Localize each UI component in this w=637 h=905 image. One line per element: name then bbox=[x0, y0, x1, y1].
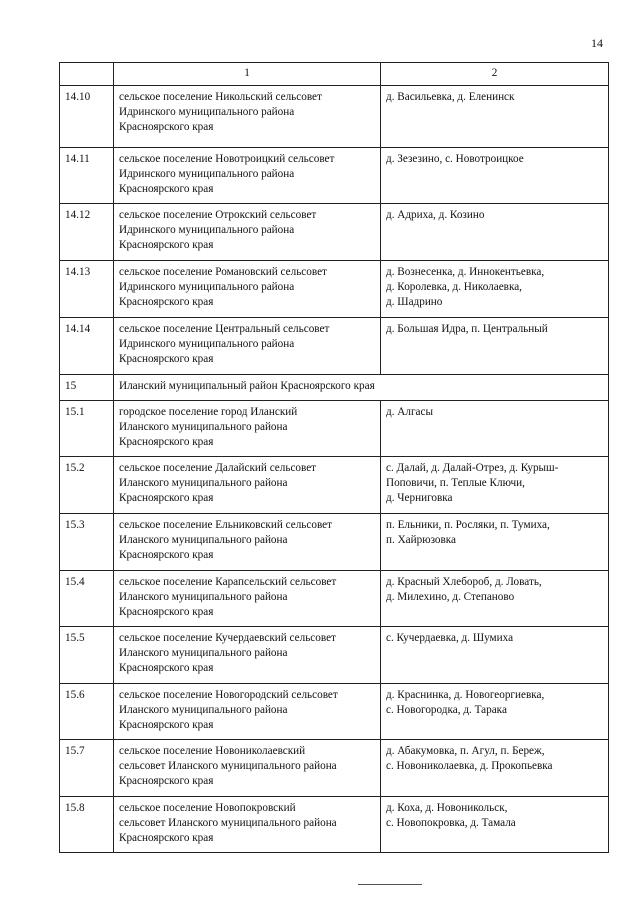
localities-line: д. Абакумовка, п. Агул, п. Береж, bbox=[386, 745, 545, 757]
localities-line: с. Новониколаевка, д. Прокопьевка bbox=[386, 760, 553, 772]
localities-line: с. Новопокровка, д. Тамала bbox=[386, 817, 516, 829]
table-row bbox=[60, 514, 609, 571]
settlement-name-line: Красноярского края bbox=[119, 121, 214, 133]
localities-cell bbox=[381, 148, 609, 204]
settlement-name-line: Иланского муниципального района bbox=[119, 421, 288, 433]
settlement-name-cell bbox=[114, 740, 381, 797]
settlement-name-line: Красноярского края bbox=[119, 549, 214, 561]
localities-line: д. Зезезино, с. Новотроицкое bbox=[386, 153, 524, 165]
settlement-name-line: Красноярского края bbox=[119, 719, 214, 731]
settlement-name-line: сельское поселение Ельниковский сельсовет bbox=[119, 519, 333, 531]
table-row bbox=[60, 684, 609, 740]
localities-line: д. Шадрино bbox=[386, 296, 443, 308]
settlement-name-line: Красноярского края bbox=[119, 662, 214, 674]
table-row bbox=[60, 740, 609, 797]
settlement-name-cell bbox=[114, 627, 381, 684]
settlement-name-cell bbox=[114, 401, 381, 457]
row-number-cell: 14.13 bbox=[60, 261, 114, 318]
header-cell-number bbox=[60, 63, 114, 86]
settlement-name-line: сельское поселение Новониколаевский bbox=[119, 745, 306, 757]
settlement-name-line: Красноярского края bbox=[119, 239, 214, 251]
settlement-name-line: Красноярского края bbox=[119, 183, 214, 195]
row-number-cell: 15.6 bbox=[60, 684, 114, 740]
localities-line: с. Новогородка, д. Тарака bbox=[386, 704, 507, 716]
settlement-name-line: Иланского муниципального района bbox=[119, 477, 288, 489]
settlement-name-cell bbox=[114, 797, 381, 853]
settlement-name-cell bbox=[114, 514, 381, 571]
localities-line: с. Далай, д. Далай-Отрез, д. Курыш- bbox=[386, 462, 559, 474]
localities-line: Поповичи, п. Теплые Ключи, bbox=[386, 477, 525, 489]
localities-line: д. Большая Идра, п. Центральный bbox=[386, 323, 548, 335]
localities-cell bbox=[381, 457, 609, 514]
settlement-name-line: сельское поселение Карапсельский сельсовет bbox=[119, 576, 337, 588]
header-cell-column-1: 1 bbox=[114, 63, 381, 86]
header-cell-column-2: 2 bbox=[381, 63, 609, 86]
settlement-name-line: сельское поселение Романовский сельсовет bbox=[119, 266, 327, 278]
settlement-name-cell bbox=[114, 148, 381, 204]
localities-cell bbox=[381, 318, 609, 375]
table-row bbox=[60, 86, 609, 148]
localities-line: п. Ельники, п. Росляки, п. Тумиха, bbox=[386, 519, 550, 531]
localities-cell bbox=[381, 204, 609, 261]
localities-cell bbox=[381, 514, 609, 571]
localities-line: д. Адриха, д. Козино bbox=[386, 209, 485, 221]
settlement-name-cell bbox=[114, 684, 381, 740]
settlement-name-line: Красноярского края bbox=[119, 296, 214, 308]
settlement-name-line: Красноярского края bbox=[119, 775, 214, 787]
table-row bbox=[60, 401, 609, 457]
table-row bbox=[60, 204, 609, 261]
settlement-name-cell bbox=[114, 318, 381, 375]
localities-line: д. Красный Хлебороб, д. Ловать, bbox=[386, 576, 542, 588]
settlement-name-cell bbox=[114, 204, 381, 261]
settlement-name-line: сельсовет Иланского муниципального района bbox=[119, 760, 337, 772]
settlement-name-line: сельское поселение Новогородский сельсовет bbox=[119, 689, 338, 701]
section-row bbox=[60, 375, 609, 401]
localities-cell bbox=[381, 401, 609, 457]
settlement-name-line: сельское поселение Далайский сельсовет bbox=[119, 462, 317, 474]
settlement-name-line: Красноярского края bbox=[119, 606, 214, 618]
settlement-name-line: Иланского муниципального района bbox=[119, 647, 288, 659]
row-number-cell: 14.12 bbox=[60, 204, 114, 261]
settlements-table bbox=[59, 62, 609, 853]
row-number-cell: 15.8 bbox=[60, 797, 114, 853]
settlement-name-line: Красноярского края bbox=[119, 436, 214, 448]
settlement-name-cell bbox=[114, 86, 381, 148]
localities-cell bbox=[381, 797, 609, 853]
row-number-cell: 15.5 bbox=[60, 627, 114, 684]
localities-line: д. Милехино, д. Степаново bbox=[386, 591, 515, 603]
section-title-cell: Иланский муниципальный район Красноярского края bbox=[114, 375, 609, 401]
table-row bbox=[60, 571, 609, 627]
settlement-name-line: сельское поселение Кучердаевский сельсовет bbox=[119, 632, 336, 644]
localities-cell bbox=[381, 627, 609, 684]
localities-cell bbox=[381, 740, 609, 797]
settlement-name-line: Идринского муниципального района bbox=[119, 106, 295, 118]
settlement-name-cell bbox=[114, 261, 381, 318]
settlement-name-line: сельское поселение Новопокровский bbox=[119, 802, 296, 814]
settlement-name-line: сельское поселение Никольский сельсовет bbox=[119, 91, 322, 103]
bottom-divider bbox=[358, 884, 422, 885]
settlement-name-line: сельское поселение Отрокский сельсовет bbox=[119, 209, 317, 221]
table-row bbox=[60, 261, 609, 318]
localities-line: д. Вознесенка, д. Иннокентьевка, bbox=[386, 266, 545, 278]
localities-cell bbox=[381, 571, 609, 627]
table-header-row bbox=[60, 63, 609, 86]
table-row bbox=[60, 318, 609, 375]
localities-line: д. Королевка, д. Николаевка, bbox=[386, 281, 522, 293]
localities-line: д. Черниговка bbox=[386, 492, 453, 504]
table-row bbox=[60, 457, 609, 514]
row-number-cell: 15.4 bbox=[60, 571, 114, 627]
settlement-name-line: сельское поселение Новотроицкий сельсовет bbox=[119, 153, 335, 165]
settlement-name-line: Красноярского края bbox=[119, 353, 214, 365]
settlement-name-cell bbox=[114, 457, 381, 514]
page-number: 14 bbox=[591, 36, 603, 50]
settlement-name-line: Иланского муниципального района bbox=[119, 704, 288, 716]
row-number-cell: 15.1 bbox=[60, 401, 114, 457]
localities-cell bbox=[381, 261, 609, 318]
row-number-cell: 15.7 bbox=[60, 740, 114, 797]
localities-line: д. Коха, д. Новоникольск, bbox=[386, 802, 508, 814]
row-number-cell: 14.11 bbox=[60, 148, 114, 204]
settlement-name-line: Идринского муниципального района bbox=[119, 224, 295, 236]
settlement-name-line: Иланского муниципального района bbox=[119, 534, 288, 546]
localities-line: д. Краснинка, д. Новогеоргиевка, bbox=[386, 689, 545, 701]
settlement-name-line: городское поселение город Иланский bbox=[119, 406, 298, 418]
row-number-cell: 14.10 bbox=[60, 86, 114, 148]
settlement-name-cell bbox=[114, 571, 381, 627]
localities-line: д. Васильевка, д. Еленинск bbox=[386, 91, 515, 103]
row-number-cell: 15 bbox=[60, 375, 114, 401]
row-number-cell: 15.3 bbox=[60, 514, 114, 571]
localities-line: с. Кучердаевка, д. Шумиха bbox=[386, 632, 514, 644]
table-body bbox=[60, 63, 609, 853]
settlement-name-line: Иланского муниципального района bbox=[119, 591, 288, 603]
localities-line: д. Алгасы bbox=[386, 406, 433, 418]
settlement-name-line: Красноярского края bbox=[119, 832, 214, 844]
settlement-name-line: Идринского муниципального района bbox=[119, 168, 295, 180]
table-row bbox=[60, 148, 609, 204]
settlement-name-line: Красноярского края bbox=[119, 492, 214, 504]
table-row bbox=[60, 797, 609, 853]
settlement-name-line: Идринского муниципального района bbox=[119, 338, 295, 350]
settlement-name-line: сельсовет Иланского муниципального района bbox=[119, 817, 337, 829]
table-row bbox=[60, 627, 609, 684]
row-number-cell: 14.14 bbox=[60, 318, 114, 375]
localities-cell bbox=[381, 684, 609, 740]
settlement-name-line: Идринского муниципального района bbox=[119, 281, 295, 293]
row-number-cell: 15.2 bbox=[60, 457, 114, 514]
localities-line: п. Хайрюзовка bbox=[386, 534, 457, 546]
localities-cell bbox=[381, 86, 609, 148]
settlement-name-line: сельское поселение Центральный сельсовет bbox=[119, 323, 330, 335]
